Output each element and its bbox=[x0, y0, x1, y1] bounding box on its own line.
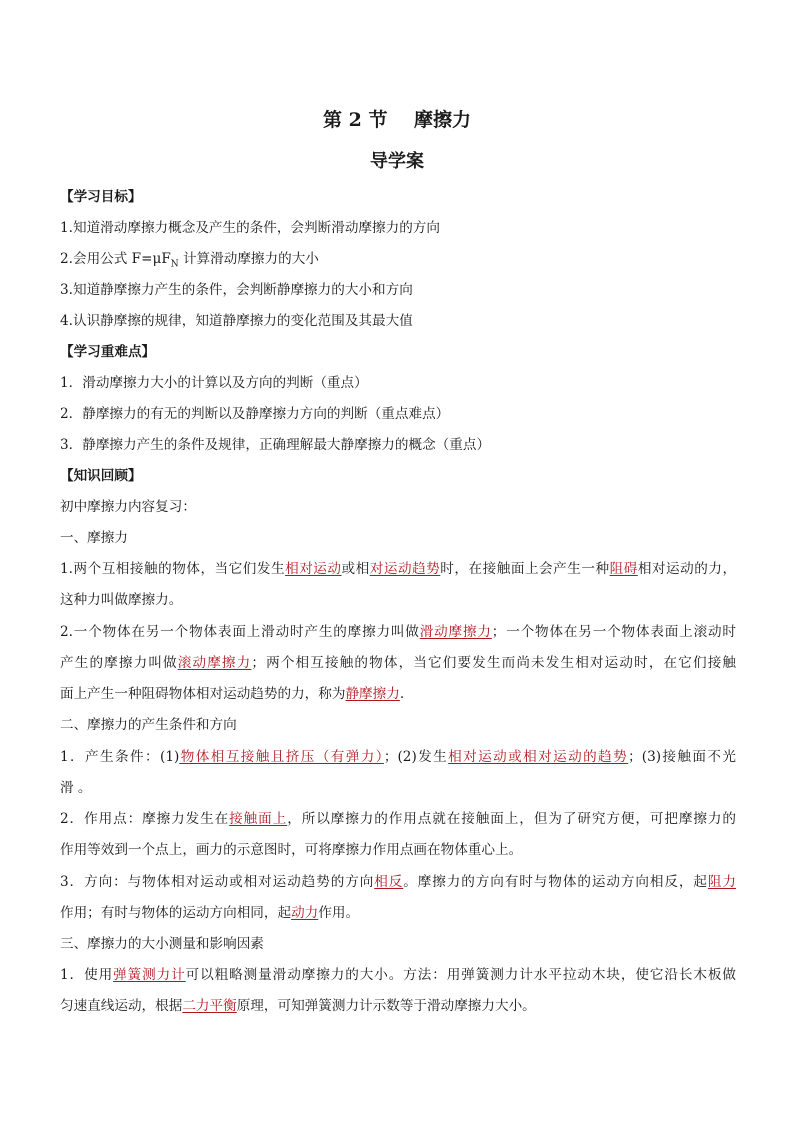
paragraph-line: 匀速直线运动，根据二力平衡原理，可知弹簧测力计示数等于滑动摩擦力大小。 bbox=[60, 998, 536, 1014]
keypoint-item: 3．静摩擦力产生的条件及规律，正确理解最大静摩擦力的概念（重点） bbox=[60, 437, 491, 453]
section-title-friction: 一、摩擦力 bbox=[60, 530, 128, 546]
answer-blank: 相反 bbox=[374, 874, 404, 890]
paragraph-line: 作用等效到一个点上，画力的示意图时，可将摩擦力作用点画在物体重心上。 bbox=[60, 842, 523, 858]
answer-blank: 静摩擦力 bbox=[345, 686, 400, 702]
paragraph-line: 作用；有时与物体的运动方向相同，起动力作用。 bbox=[60, 905, 360, 921]
page-subtitle: 导学案 bbox=[370, 151, 424, 172]
answer-blank: 二力平衡 bbox=[182, 998, 237, 1014]
answer-blank: 滑动摩擦力 bbox=[419, 624, 492, 640]
keypoints-heading: 【学习重难点】 bbox=[60, 344, 156, 360]
answer-blank: 弹簧测力计 bbox=[113, 967, 186, 983]
review-intro: 初中摩擦力内容复习： bbox=[60, 499, 196, 515]
review-heading: 【知识回顾】 bbox=[60, 468, 142, 484]
answer-blank: 相对运动 bbox=[285, 561, 342, 577]
keypoint-item: 1．滑动摩擦力大小的计算以及方向的判断（重点） bbox=[60, 375, 368, 391]
goal-item: 4.认识静摩擦的规律，知道静摩擦力的变化范围及其最大值 bbox=[60, 313, 413, 329]
goal-item: 1.知道滑动摩擦力概念及产生的条件，会判断滑动摩擦力的方向 bbox=[60, 220, 440, 236]
paragraph-line: 滑 。 bbox=[60, 780, 92, 796]
answer-blank: 物体相互接触且挤压（有弹力） bbox=[179, 749, 384, 765]
answer-blank: 相对运动或相对运动的趋势 bbox=[448, 749, 629, 765]
paragraph-line: 面上产生一种阻碍物体相对运动趋势的力，称为静摩擦力. bbox=[60, 686, 405, 702]
answer-blank: 滚动摩擦力 bbox=[177, 655, 252, 671]
page-title: 第 2 节 摩擦力 bbox=[323, 109, 471, 131]
answer-blank: 阻碍 bbox=[609, 561, 638, 577]
keypoint-item: 2．静摩擦力的有无的判断以及静摩擦力方向的判断（重点难点） bbox=[60, 406, 450, 422]
answer-blank: 阻力 bbox=[707, 874, 736, 890]
paragraph-friction-definition: 1.两个互相接触的物体，当它们发生相对运动或相对运动趋势时，在接触面上会产生一种阻碍相对运动的力， bbox=[60, 561, 736, 577]
answer-blank: 接触面上 bbox=[229, 811, 288, 827]
paragraph-direction: 3．方向：与物体相对运动或相对运动趋势的方向相反。摩擦力的方向有时与物体的运动方向相反，起阻力 bbox=[60, 874, 736, 890]
paragraph-line: 产生的摩擦力叫做滚动摩擦力；两个相互接触的物体，当它们要发生而尚未发生相对运动时，在它们接触 bbox=[60, 655, 736, 671]
section-title-conditions: 二、摩擦力的产生条件和方向 bbox=[60, 717, 237, 733]
goal-item: 3.知道静摩擦力产生的条件，会判断静摩擦力的大小和方向 bbox=[60, 282, 413, 298]
answer-blank: 动力 bbox=[291, 905, 319, 921]
answer-blank: 对运动趋势 bbox=[369, 561, 441, 577]
goals-heading: 【学习目标】 bbox=[60, 189, 142, 205]
paragraph-line: 这种力叫做摩擦力。 bbox=[60, 592, 183, 608]
goal-item: 2.会用公式 $F=\mu F_N$ 计算滑动摩擦力的大小 bbox=[60, 251, 319, 270]
paragraph-application-point: 2．作用点：摩擦力发生在接触面上，所以摩擦力的作用点就在接触面上，但为了研究方便，可把摩擦力的 bbox=[60, 811, 736, 827]
paragraph-conditions: 1．产生条件：(1)物体相互接触且挤压（有弹力）；(2)发生相对运动或相对运动的趋势；(3)接触面不光 bbox=[60, 749, 736, 765]
paragraph-measurement: 1．使用弹簧测力计可以粗略测量滑动摩擦力的大小。方法：用弹簧测力计水平拉动木块，使它沿长木板做 bbox=[60, 967, 736, 983]
paragraph-friction-types: 2.一个物体在另一个物体表面上滑动时产生的摩擦力叫做滑动摩擦力；一个物体在另一个物体表面上滚动时 bbox=[60, 624, 736, 640]
section-title-measurement: 三、摩擦力的大小测量和影响因素 bbox=[60, 936, 264, 952]
